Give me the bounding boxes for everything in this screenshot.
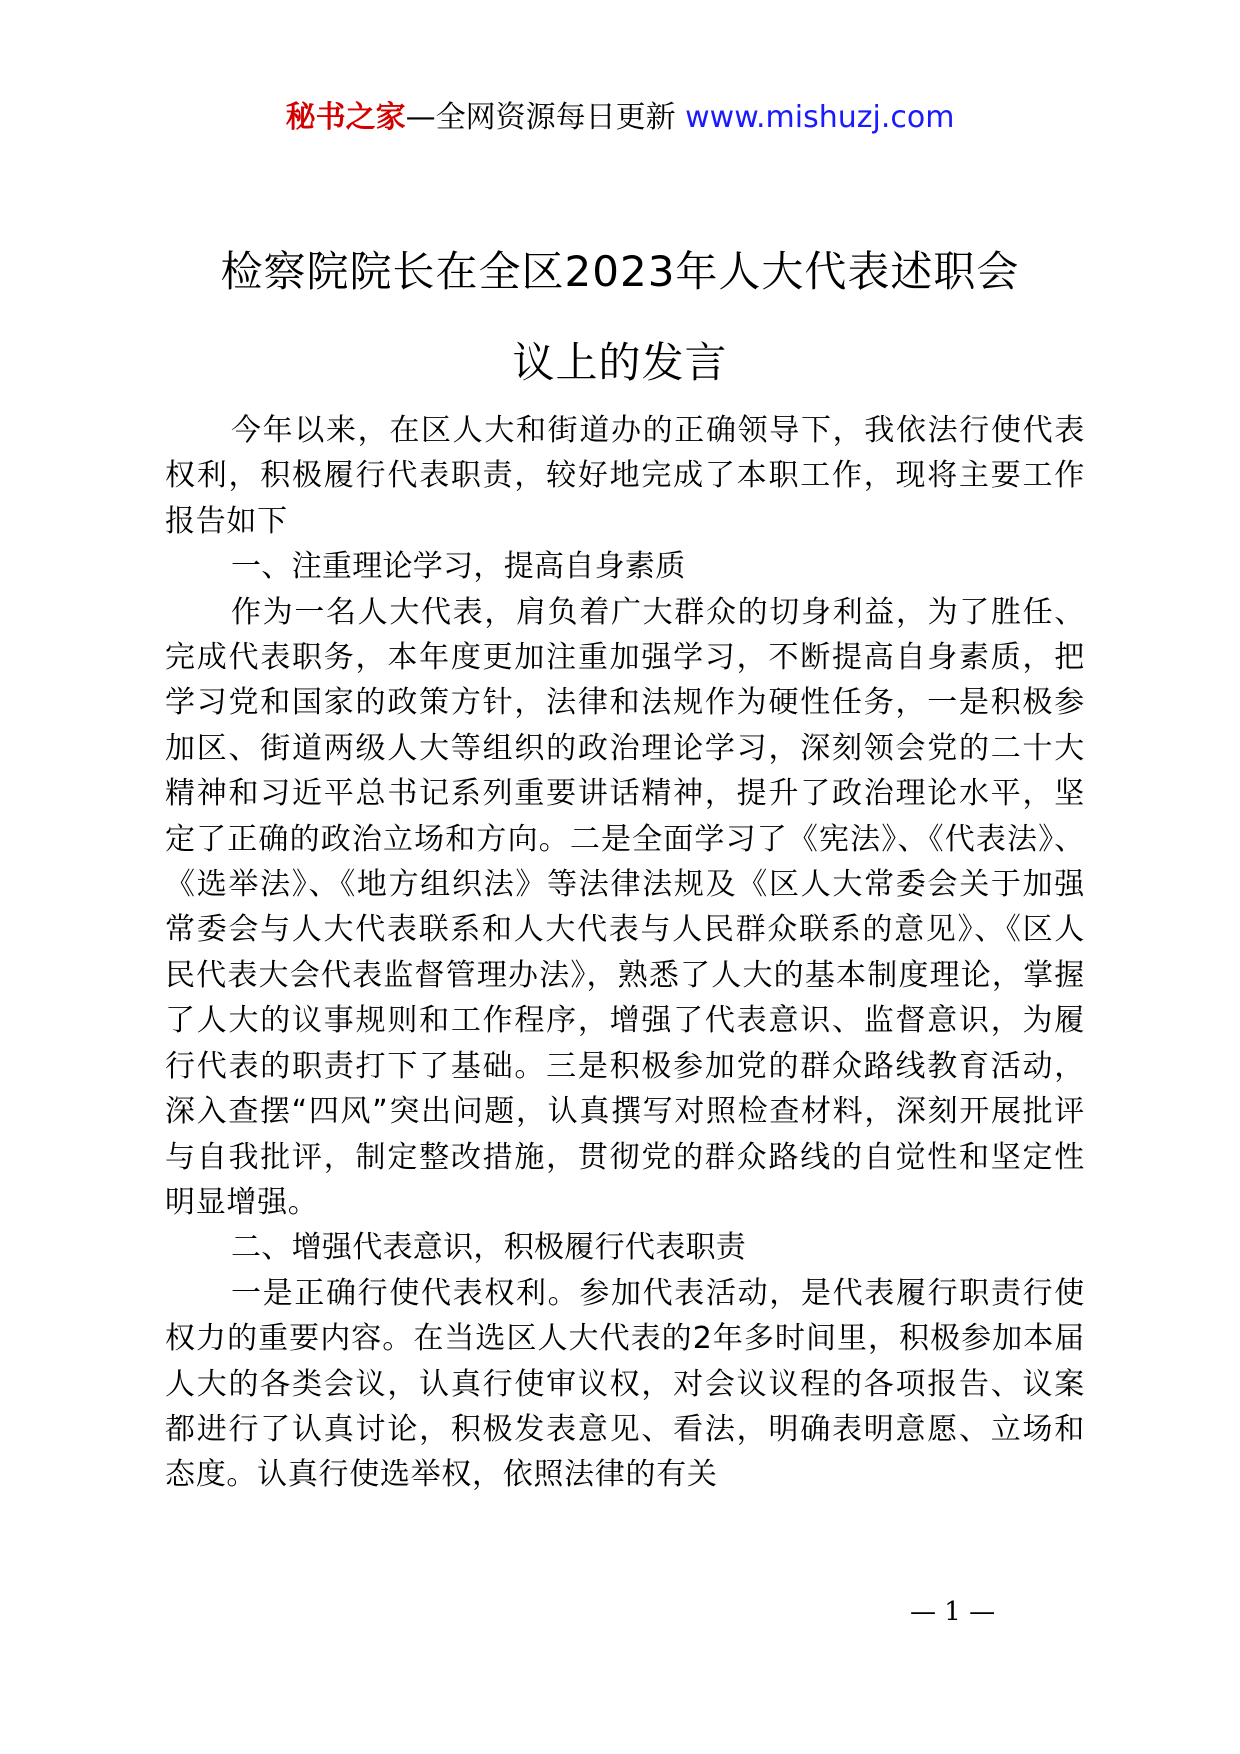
section-heading-2: 二、增强代表意识，积极履行代表职责 (231, 1230, 747, 1266)
brand-name: 秘书之家 (285, 100, 406, 135)
paragraph-intro: 今年以来，在区人大和街道办的正确领导下，我依法行使代表权利，积极履行代表职责，较好地完成了本职工作，现将主要工作报告如下 (165, 413, 1085, 539)
header-slogan: —全网资源每日更新 (405, 100, 676, 135)
document-body (165, 408, 1085, 1498)
site-url-link[interactable]: www.mishuzj.com (685, 100, 955, 135)
document-title-line-2: 议上的发言 (512, 338, 728, 387)
site-header (0, 98, 1240, 138)
document-title-line-1: 检察院院长在全区2023年人大代表述职会 (220, 247, 1020, 296)
paragraph-section-1: 作为一名人大代表，肩负着广大群众的切身利益，为了胜任、完成代表职务，本年度更加注重加强学习，不断提高自身素质，把学习党和国家的政策方针，法律和法规作为硬性任务，一是积极参加区、街道两级人大等组织的政治理论学习，深刻领会党的二十大精神和习近平总书记系列重要讲话精神，提升了政治理论水平，坚定了正确的政治立场和方向。二是全面学习了《宪法》、《代表法》、《选举法》、《地方组织法》等法律法规及《区人大常委会关于加强常委会与人大代表联系和人大代表与人民群众联系的意见》、《区人民代表大会代表监督管理办法》，熟悉了人大的基本制度理论，掌握了人大的议事规则和工作程序，增强了代表意识、监督意识，为履行代表的职责打下了基础。三是积极参加党的群众路线教育活动，深入查摆“四风”突出问题，认真撰写对照检查材料，深刻开展批评与自我批评，制定整改措施，贯彻党的群众路线的自觉性和坚定性明显增强。 (165, 594, 1085, 1220)
page-number: — 1 — (910, 1597, 996, 1627)
section-heading-1: 一、注重理论学习，提高自身素质 (231, 549, 686, 585)
paragraph-section-2: 一是正确行使代表权利。参加代表活动，是代表履行职责行使权力的重要内容。在当选区人大代表的2年多时间里，积极参加本届人大的各类会议，认真行使审议权，对会议议程的各项报告、议案都进行了认真讨论，积极发表意见、看法，明确表明意愿、立场和态度。认真行使选举权，依照法律的有关 (165, 1275, 1085, 1493)
